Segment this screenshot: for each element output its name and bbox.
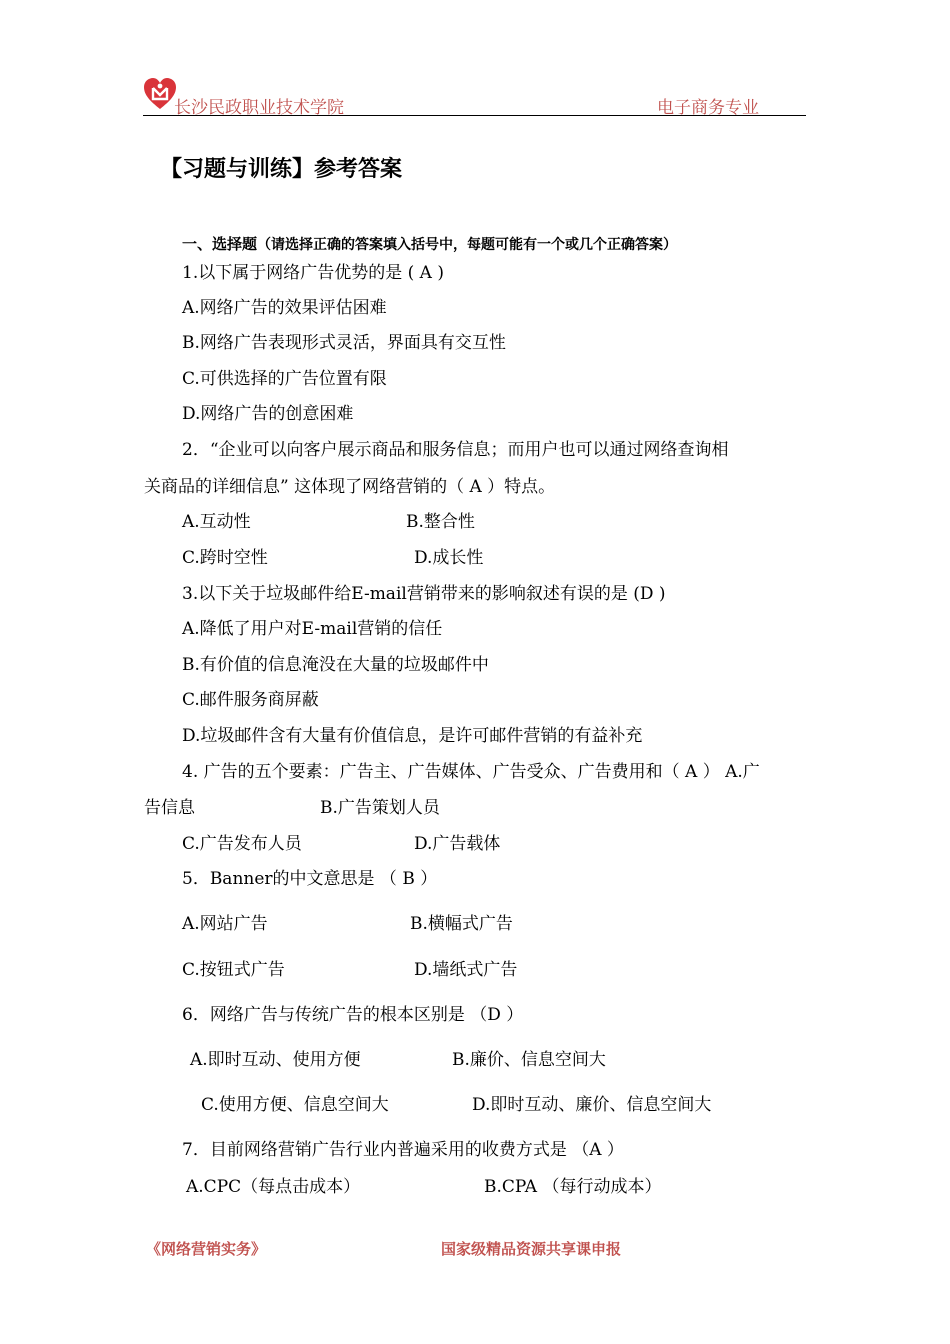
q6-option-c: C.使用方便、信息空间大 xyxy=(201,1095,389,1115)
q3-option-a: A.降低了用户对E-mail营销的信任 xyxy=(182,619,443,639)
q7-option-b: B.CPA （每行动成本） xyxy=(484,1177,662,1197)
section-title: 一、选择题 xyxy=(182,235,258,253)
header-school-name: 长沙民政职业技术学院 xyxy=(174,98,344,118)
section-note: （请选择正确的答案填入括号中，每题可能有一个或几个正确答案） xyxy=(257,237,678,253)
q5-option-c: C.按钮式广告 xyxy=(182,960,285,980)
q6-option-b: B.廉价、信息空间大 xyxy=(452,1050,606,1070)
q2-option-b: B.整合性 xyxy=(406,512,475,532)
q6-option-a: A.即时互动、使用方便 xyxy=(190,1050,361,1070)
footer-course-name: 《网络营销实务》 xyxy=(146,1240,267,1258)
q5-option-a: A.网站广告 xyxy=(182,914,268,934)
q5-option-b: B.横幅式广告 xyxy=(410,914,513,934)
q7-stem: 7．目前网络营销广告行业内普遍采用的收费方式是 （A ） xyxy=(182,1140,624,1160)
q5-stem: 5．Banner的中文意思是 （ B ） xyxy=(182,869,438,889)
page-title: 【习题与训练】参考答案 xyxy=(160,157,403,182)
q5-option-d: D.墙纸式广告 xyxy=(414,960,518,980)
q2-option-a: A.互动性 xyxy=(182,512,251,532)
q4-option-c: C.广告发布人员 xyxy=(182,834,302,854)
school-logo-icon xyxy=(142,76,178,112)
header-major: 电子商务专业 xyxy=(657,98,759,118)
q3-option-d: D.垃圾邮件含有大量有价值信息，是许可邮件营销的有益补充 xyxy=(182,726,643,746)
q1-option-a: A.网络广告的效果评估困难 xyxy=(182,298,387,318)
q4-option-a-continued: 告信息 xyxy=(144,798,195,818)
q2-option-c: C.跨时空性 xyxy=(182,548,268,568)
q6-stem: 6．网络广告与传统广告的根本区别是 （D ） xyxy=(182,1005,524,1025)
q4-option-b: B.广告策划人员 xyxy=(320,798,440,818)
q2-stem-line2: 关商品的详细信息” 这体现了网络营销的（ A ）特点。 xyxy=(144,477,556,497)
footer-project: 国家级精品资源共享课申报 xyxy=(441,1240,622,1258)
q3-stem: 3.以下关于垃圾邮件给E-mail营销带来的影响叙述有误的是 (D ) xyxy=(182,584,666,604)
section-heading xyxy=(182,233,677,254)
q4-stem-line1: 4. 广告的五个要素：广告主、广告媒体、广告受众、广告费用和（ A ） A.广 xyxy=(182,762,760,782)
q2-option-d: D.成长性 xyxy=(414,548,484,568)
q4-option-d: D.广告载体 xyxy=(414,834,501,854)
q1-option-c: C.可供选择的广告位置有限 xyxy=(182,369,387,389)
q1-option-d: D.网络广告的创意困难 xyxy=(182,404,354,424)
q6-option-d: D.即时互动、廉价、信息空间大 xyxy=(472,1095,712,1115)
q3-option-b: B.有价值的信息淹没在大量的垃圾邮件中 xyxy=(182,655,489,675)
q3-option-c: C.邮件服务商屏蔽 xyxy=(182,690,319,710)
q2-stem-line1: 2．“企业可以向客户展示商品和服务信息；而用户也可以通过网络查询相 xyxy=(182,440,729,460)
q1-option-b: B.网络广告表现形式灵活，界面具有交互性 xyxy=(182,333,506,353)
q7-option-a: A.CPC（每点击成本） xyxy=(186,1177,361,1197)
q1-stem: 1.以下属于网络广告优势的是 ( A ) xyxy=(182,263,444,283)
header-rule xyxy=(143,115,806,116)
